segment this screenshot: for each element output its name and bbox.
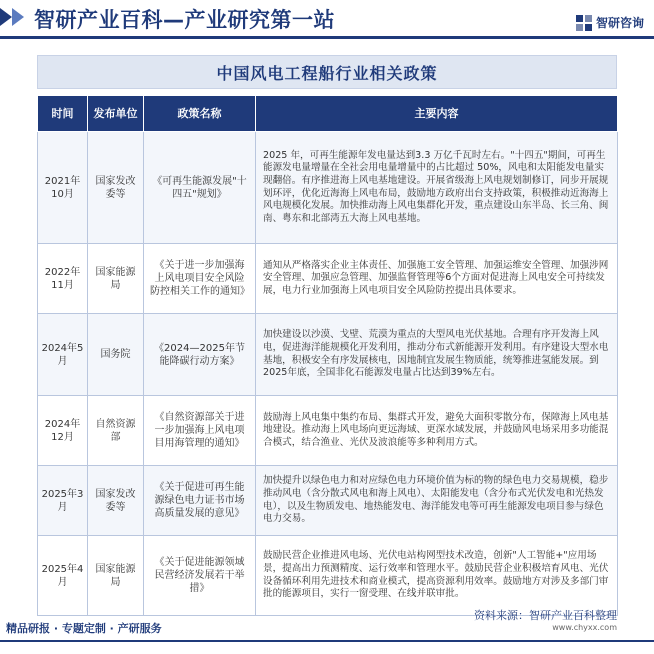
cell-content: 鼓励民营企业推进风电场、光伏电站构网型技术改造，创新"人工智能+"应用场景，提高出力预测精度、运行效率和管理水平。鼓励民营企业积极培育风电、光伏设备循环利用先进技术和商业模式，提高资源利用效率。鼓励地方对涉及多部门审批的能源项目，实行一窗受理、在线并联审批。 bbox=[256, 536, 618, 616]
column-header-time: 时间 bbox=[38, 96, 88, 132]
cell-policy-name: 《关于促进能源领域民营经济发展若干举措》 bbox=[144, 536, 256, 616]
cell-issuer: 国家发改委等 bbox=[88, 466, 144, 536]
policy-table bbox=[37, 95, 618, 616]
cell-time: 2024年5月 bbox=[38, 314, 88, 396]
cell-time: 2021年10月 bbox=[38, 132, 88, 244]
cell-content: 加快建设以沙漠、戈壁、荒漠为重点的大型风电光伏基地。合理有序开发海上风电，促进海洋能规模化开发利用，推动分布式新能源开发利用。有序建设大型水电基地，积极安全有序发展核电，因地制宜发展生物质能，统筹推进氢能发展。到2025年底，全国非化石能源发电量占比达到39%左右。 bbox=[256, 314, 618, 396]
column-header-policy-name: 政策名称 bbox=[144, 96, 256, 132]
cell-issuer: 自然资源部 bbox=[88, 396, 144, 466]
column-header-content: 主要内容 bbox=[256, 96, 618, 132]
cell-content: 通知从严格落实企业主体责任、加强施工安全管理、加强运维安全管理、加强涉网安全管理、加强应急管理、加强监督管理等6个方面对促进海上风电安全可持续发展，电力行业加强海上风电项目安全风险防控提出具体要求。 bbox=[256, 244, 618, 314]
header-title: 智研产业百科—产业研究第一站 bbox=[34, 8, 335, 32]
table-header-row bbox=[38, 96, 618, 132]
cell-content: 加快提升以绿色电力和对应绿色电力环境价值为标的物的绿色电力交易规模，稳步推动风电（含分散式风电和海上风电）、太阳能发电（含分布式光伏发电和光热发电），以及生物质发电、地热能发电、海洋能发电等可再生能源发电项目参与绿色电力交易。 bbox=[256, 466, 618, 536]
brand-logo[interactable] bbox=[576, 14, 644, 31]
cell-time: 2024年12月 bbox=[38, 396, 88, 466]
footer-services-text: 精品研报 · 专题定制 · 产研服务 bbox=[6, 622, 162, 635]
footer-source: 资料来源：智研产业百科整理 bbox=[474, 609, 617, 622]
cell-policy-name: 《可再生能源发展"十四五"规划》 bbox=[144, 132, 256, 244]
cell-policy-name: 《自然资源部关于进一步加强海上风电项目用海管理的通知》 bbox=[144, 396, 256, 466]
table-row bbox=[38, 536, 618, 616]
header-arrow-icon-secondary bbox=[12, 8, 24, 26]
footer-url[interactable]: www.chyxx.com bbox=[552, 623, 617, 632]
cell-issuer: 国家发改委等 bbox=[88, 132, 144, 244]
table-title: 中国风电工程船行业相关政策 bbox=[216, 63, 438, 83]
header-arrow-icon bbox=[0, 8, 12, 26]
cell-policy-name: 《关于进一步加强海上风电项目安全风险防控相关工作的通知》 bbox=[144, 244, 256, 314]
cell-content: 鼓励海上风电集中集约布局、集群式开发，避免大面积零散分布，保障海上风电基地建设。推动海上风电场向更远海域、更深水域发展，并鼓励风电场采用多功能混合模式，结合渔业、光伏及波浪能等多种利用方式。 bbox=[256, 396, 618, 466]
cell-issuer: 国务院 bbox=[88, 314, 144, 396]
cell-issuer: 国家能源局 bbox=[88, 244, 144, 314]
table-row bbox=[38, 132, 618, 244]
cell-time: 2025年4月 bbox=[38, 536, 88, 616]
cell-policy-name: 《关于促进可再生能源绿色电力证书市场高质量发展的意见》 bbox=[144, 466, 256, 536]
table-row bbox=[38, 396, 618, 466]
cell-issuer: 国家能源局 bbox=[88, 536, 144, 616]
logo-text: 智研咨询 bbox=[595, 16, 644, 30]
table-row bbox=[38, 466, 618, 536]
table-row bbox=[38, 314, 618, 396]
footer-divider bbox=[0, 640, 654, 642]
table-title-band bbox=[37, 55, 617, 89]
zhiyan-logo-icon bbox=[576, 15, 592, 31]
header-divider bbox=[0, 36, 654, 39]
cell-policy-name: 《2024—2025年节能降碳行动方案》 bbox=[144, 314, 256, 396]
table-row bbox=[38, 244, 618, 314]
column-header-issuer: 发布单位 bbox=[88, 96, 144, 132]
cell-time: 2022年11月 bbox=[38, 244, 88, 314]
cell-time: 2025年3月 bbox=[38, 466, 88, 536]
cell-content: 2025 年，可再生能源年发电量达到3.3 万亿千瓦时左右。"十四五"期间，可再生能源发电量增量在全社会用电量增量中的占比超过 50%，风电和太阳能发电量实现翻倍。有序推进海上风电基地建设。开展省级海上风电规划制修订，同步开展规划环评，优化近海海上风电布局，鼓励地方政府出台支持政策，积极推动近海海上风电规模化发展。加快推动海上风电集群化开发，重点建设山东半岛、长三角、闽南、粤东和北部湾五大海上风电基地。 bbox=[256, 132, 618, 244]
page-header bbox=[0, 0, 654, 44]
